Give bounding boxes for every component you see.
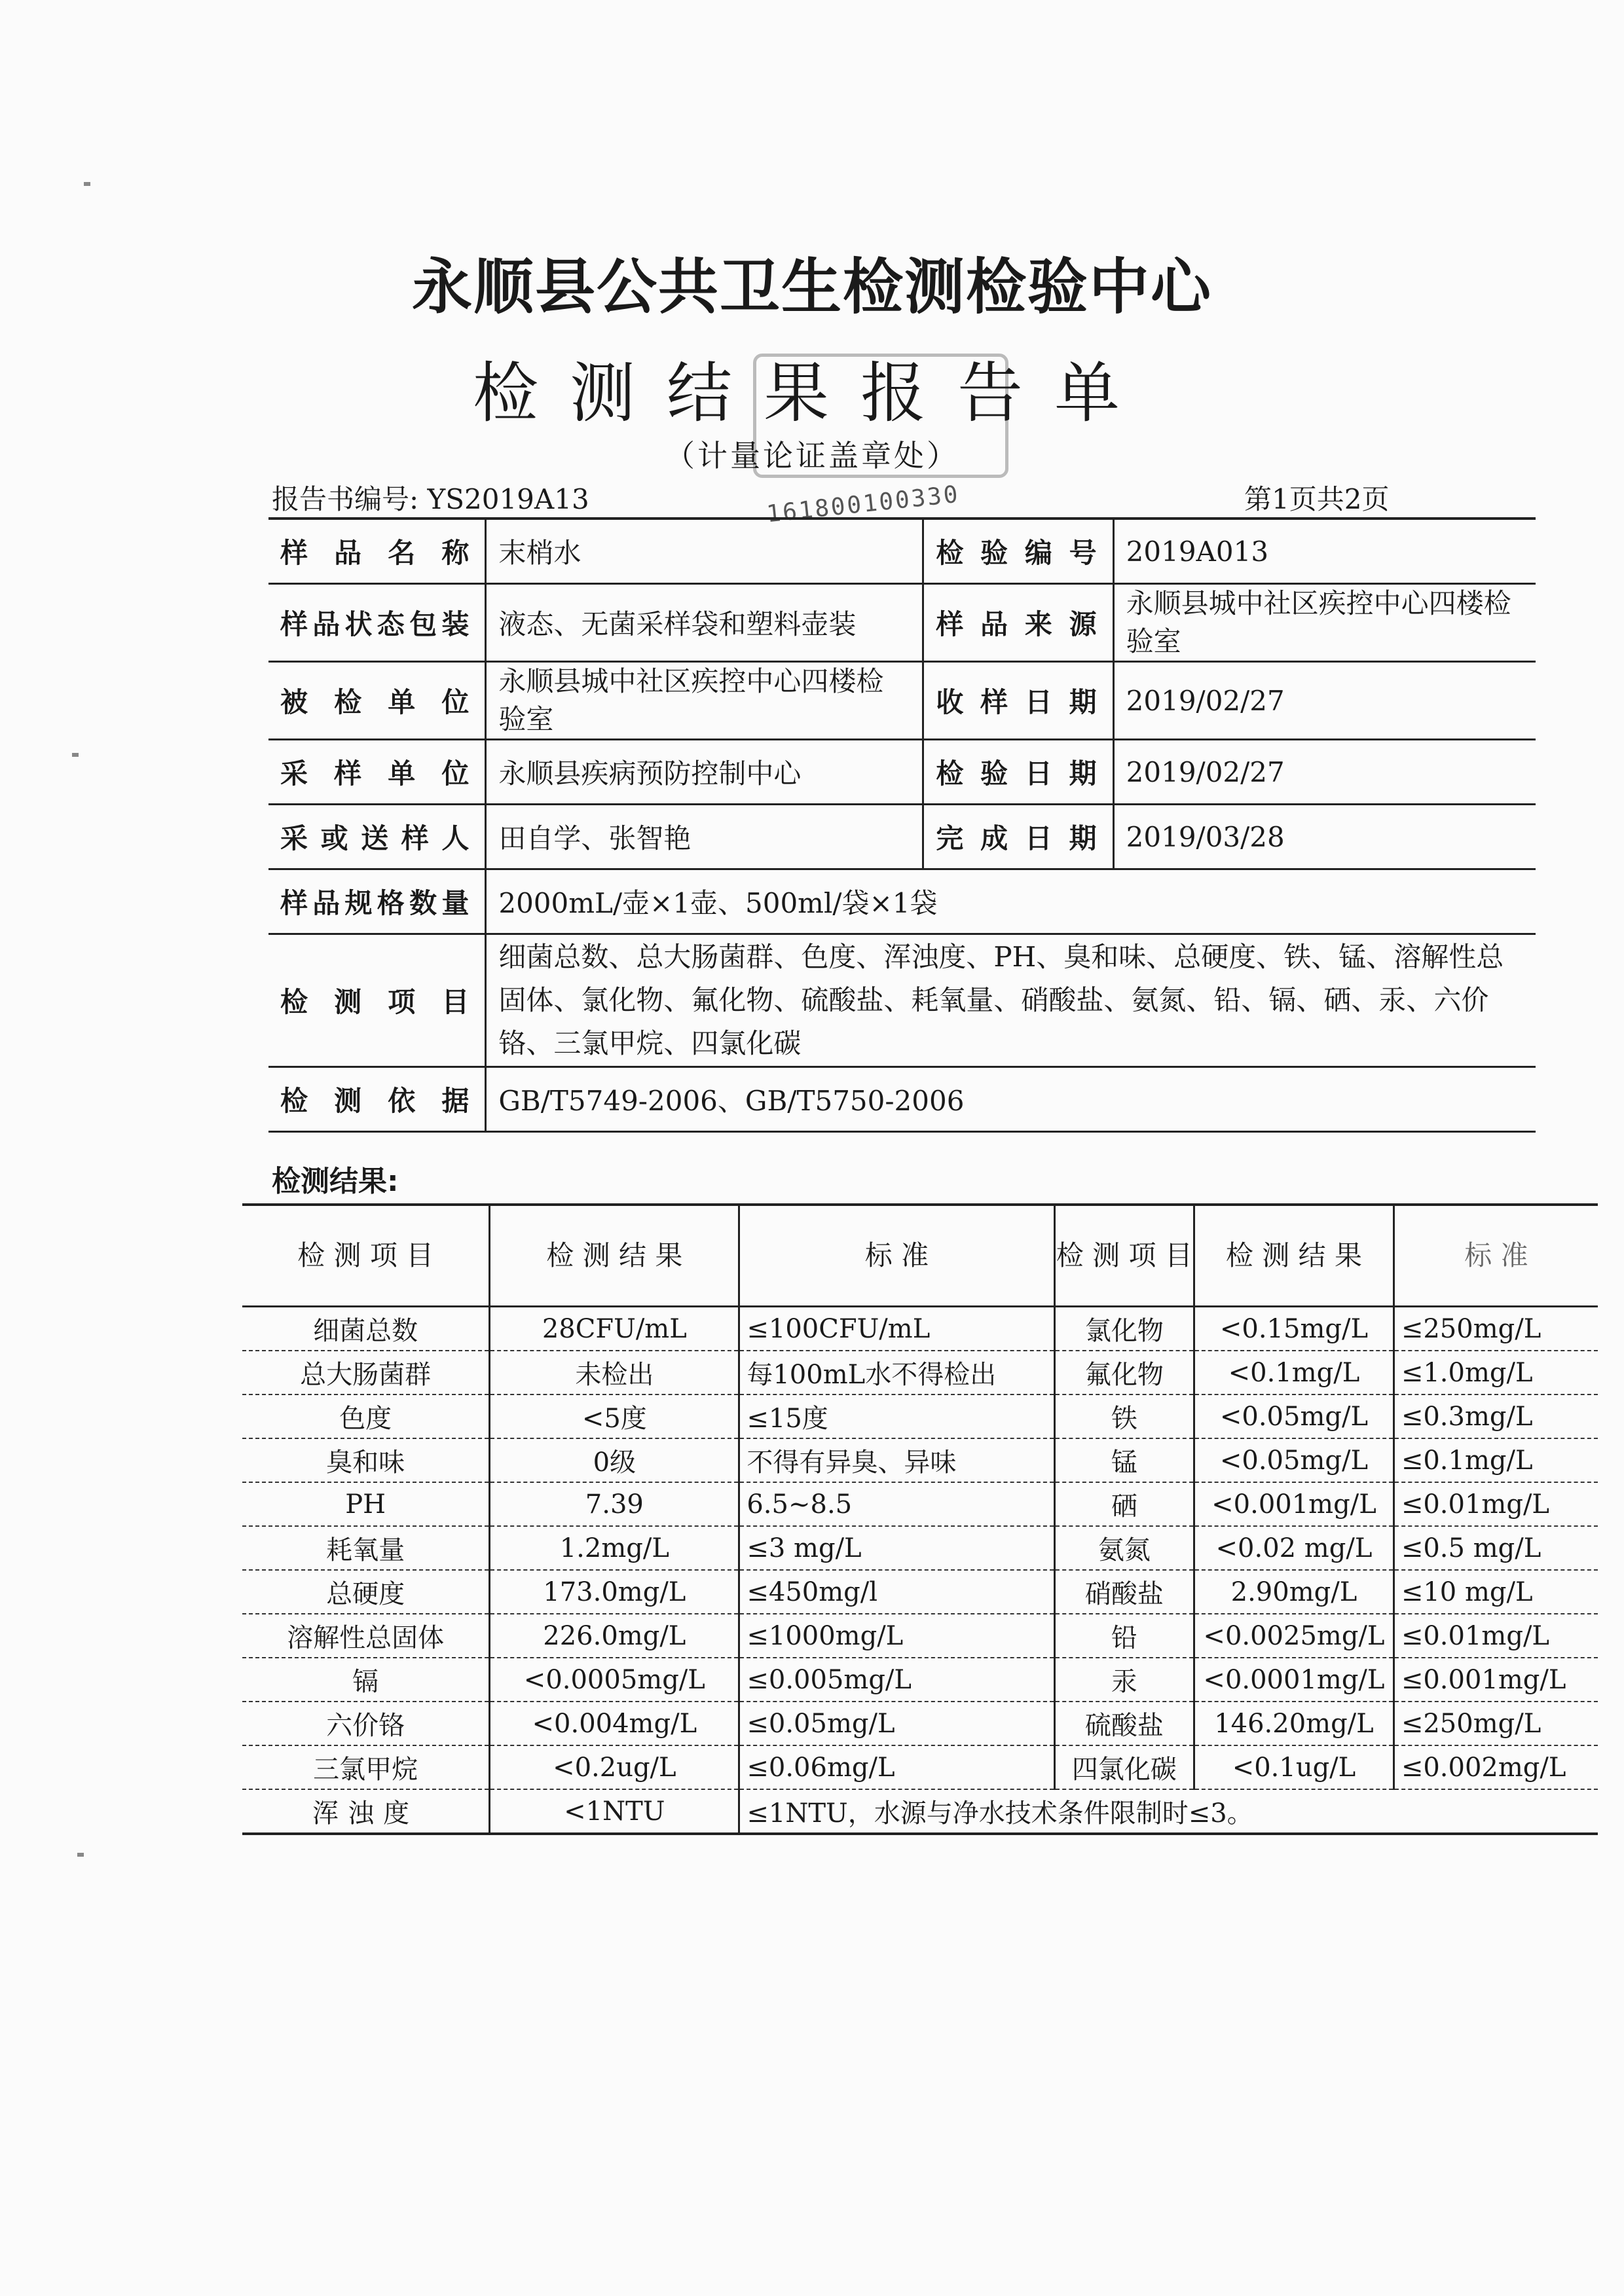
inspect-no-label: 检验编号 [923,519,1113,584]
results-row [242,1394,1598,1438]
result-item-2: 氟化物 [1054,1351,1194,1394]
inspected-unit-label: 被检单位 [268,662,486,740]
result-item-2: 氯化物 [1054,1307,1194,1351]
info-row [268,519,1536,584]
info-row [268,1067,1536,1132]
result-standard-2: ≤0.002mg/L [1393,1745,1598,1789]
header-result-2: 检 测 结 果 [1194,1205,1394,1307]
report-number: 报告书编号: YS2019A13 [272,483,589,515]
info-row [268,740,1536,805]
header-item-2: 检 测 项 目 [1054,1205,1194,1307]
result-standard-2: ≤0.01mg/L [1393,1482,1598,1526]
spec-value: 2000mL/壶×1壶、500ml/袋×1袋 [486,869,1536,934]
result-standard-2: ≤1.0mg/L [1393,1351,1598,1394]
result-value: 28CFU/mL [490,1307,739,1351]
results-row [242,1351,1598,1394]
results-row [242,1702,1598,1745]
result-item-2: 锰 [1054,1438,1194,1482]
result-standard: ≤1000mg/L [739,1614,1054,1658]
scan-mark [77,1853,84,1857]
results-row-turbidity [242,1789,1598,1834]
result-standard-2: ≤250mg/L [1393,1702,1598,1745]
result-item-2: 汞 [1054,1658,1194,1702]
result-standard: ≤0.05mg/L [739,1702,1054,1745]
header-item: 检 测 项 目 [242,1205,490,1307]
inspect-date-label: 检验日期 [923,740,1113,805]
sample-source-value: 永顺县城中社区疾控中心四楼检验室 [1113,584,1536,662]
results-row [242,1614,1598,1658]
result-value-2: <0.05mg/L [1194,1394,1394,1438]
items-label: 检测项目 [268,934,486,1067]
result-value: 7.39 [490,1482,739,1526]
result-standard-2: ≤0.3mg/L [1393,1394,1598,1438]
result-value-2: <0.05mg/L [1194,1438,1394,1482]
page-info: 第1页共2页 [1244,483,1390,515]
result-item-2: 四氯化碳 [1054,1745,1194,1789]
result-item: 浑浊度 [242,1789,490,1834]
inspect-no-value: 2019A013 [1113,519,1536,584]
result-value: <0.2ug/L [490,1745,739,1789]
result-value-2: <0.1ug/L [1194,1745,1394,1789]
results-row [242,1482,1598,1526]
doc-title: 检测结果报告单 [473,355,1151,431]
result-item: 耗氧量 [242,1526,490,1570]
stamp-code: 161800100330 [765,481,961,528]
result-value: 173.0mg/L [490,1570,739,1614]
sample-state-value: 液态、无菌采样袋和塑料壶装 [486,584,923,662]
result-item: 镉 [242,1658,490,1702]
result-item: 总硬度 [242,1570,490,1614]
receive-date-label: 收样日期 [923,662,1113,740]
scan-mark [84,182,90,186]
result-item: 细菌总数 [242,1307,490,1351]
result-item: 三氯甲烷 [242,1745,490,1789]
results-heading: 检测结果: [272,1165,399,1198]
info-row [268,805,1536,869]
result-standard-2: ≤10 mg/L [1393,1570,1598,1614]
result-standard: 每100mL水不得检出 [739,1351,1054,1394]
result-value: <0.0005mg/L [490,1658,739,1702]
result-value: <0.004mg/L [490,1702,739,1745]
result-value-2: 146.20mg/L [1194,1702,1394,1745]
result-value-2: <0.02 mg/L [1194,1526,1394,1570]
inspect-date-value: 2019/02/27 [1113,740,1536,805]
result-value: 0级 [490,1438,739,1482]
result-item-2: 铅 [1054,1614,1194,1658]
info-row [268,869,1536,934]
result-standard-2: ≤250mg/L [1393,1307,1598,1351]
result-standard: ≤15度 [739,1394,1054,1438]
result-item: 臭和味 [242,1438,490,1482]
result-item-2: 氨氮 [1054,1526,1194,1570]
result-item: 总大肠菌群 [242,1351,490,1394]
info-row [268,584,1536,662]
result-value-2: <0.15mg/L [1194,1307,1394,1351]
result-standard: ≤450mg/l [739,1570,1054,1614]
result-value-2: 2.90mg/L [1194,1570,1394,1614]
result-standard-2: ≤0.1mg/L [1393,1438,1598,1482]
result-value: <1NTU [490,1789,739,1834]
results-row [242,1570,1598,1614]
results-row [242,1307,1598,1351]
result-standard: ≤3 mg/L [739,1526,1054,1570]
items-value: 细菌总数、总大肠菌群、色度、浑浊度、PH、臭和味、总硬度、铁、锰、溶解性总固体、氯化物、氟化物、硫酸盐、耗氧量、硝酸盐、氨氮、铅、镉、硒、汞、六价铬、三氯甲烷、四氯化碳 [486,934,1536,1067]
header-result: 检 测 结 果 [490,1205,739,1307]
result-value-2: <0.0025mg/L [1194,1614,1394,1658]
result-value: 未检出 [490,1351,739,1394]
results-row [242,1526,1598,1570]
result-value-2: <0.1mg/L [1194,1351,1394,1394]
basis-label: 检测依据 [268,1067,486,1132]
result-item-2: 硫酸盐 [1054,1702,1194,1745]
info-row [268,934,1536,1067]
sender-label: 采或送样人 [268,805,486,869]
finish-date-value: 2019/03/28 [1113,805,1536,869]
sample-info-table [268,517,1536,1133]
sample-state-label: 样品状态包装 [268,584,486,662]
result-value-2: <0.001mg/L [1194,1482,1394,1526]
results-table [242,1203,1598,1835]
result-standard-2: ≤0.5 mg/L [1393,1526,1598,1570]
result-item: 色度 [242,1394,490,1438]
sampling-unit-label: 采样单位 [268,740,486,805]
result-item-2: 铁 [1054,1394,1194,1438]
finish-date-label: 完成日期 [923,805,1113,869]
result-standard: ≤0.005mg/L [739,1658,1054,1702]
info-row [268,662,1536,740]
header-standard: 标 准 [739,1205,1054,1307]
result-item-2: 硝酸盐 [1054,1570,1194,1614]
scan-mark [72,753,79,757]
results-row [242,1745,1598,1789]
result-standard: ≤0.06mg/L [739,1745,1054,1789]
inspected-unit-value: 永顺县城中社区疾控中心四楼检验室 [486,662,923,740]
sample-source-label: 样品来源 [923,584,1113,662]
results-header-row [242,1205,1598,1307]
sample-name-value: 末梢水 [486,519,923,584]
result-item: 溶解性总固体 [242,1614,490,1658]
result-standard-2: ≤0.01mg/L [1393,1614,1598,1658]
header-standard-2: 标 准 [1393,1205,1598,1307]
results-row [242,1438,1598,1482]
result-standard: ≤1NTU，水源与净水技术条件限制时≤3。 [739,1789,1598,1834]
result-item: 六价铬 [242,1702,490,1745]
result-standard: 不得有异臭、异味 [739,1438,1054,1482]
sender-value: 田自学、张智艳 [486,805,923,869]
result-standard: 6.5~8.5 [739,1482,1054,1526]
result-item: PH [242,1482,490,1526]
sample-name-label: 样品名称 [268,519,486,584]
sampling-unit-value: 永顺县疾病预防控制中心 [486,740,923,805]
result-standard-2: ≤0.001mg/L [1393,1658,1598,1702]
result-value-2: <0.0001mg/L [1194,1658,1394,1702]
result-value: <5度 [490,1394,739,1438]
basis-value: GB/T5749-2006、GB/T5750-2006 [486,1067,1536,1132]
result-value: 226.0mg/L [490,1614,739,1658]
spec-label: 样品规格数量 [268,869,486,934]
results-row [242,1658,1598,1702]
result-value: 1.2mg/L [490,1526,739,1570]
result-standard: ≤100CFU/mL [739,1307,1054,1351]
receive-date-value: 2019/02/27 [1113,662,1536,740]
result-item-2: 硒 [1054,1482,1194,1526]
stamp-note: （计量论证盖章处） [665,438,959,473]
org-title: 永顺县公共卫生检测检验中心 [411,252,1212,322]
